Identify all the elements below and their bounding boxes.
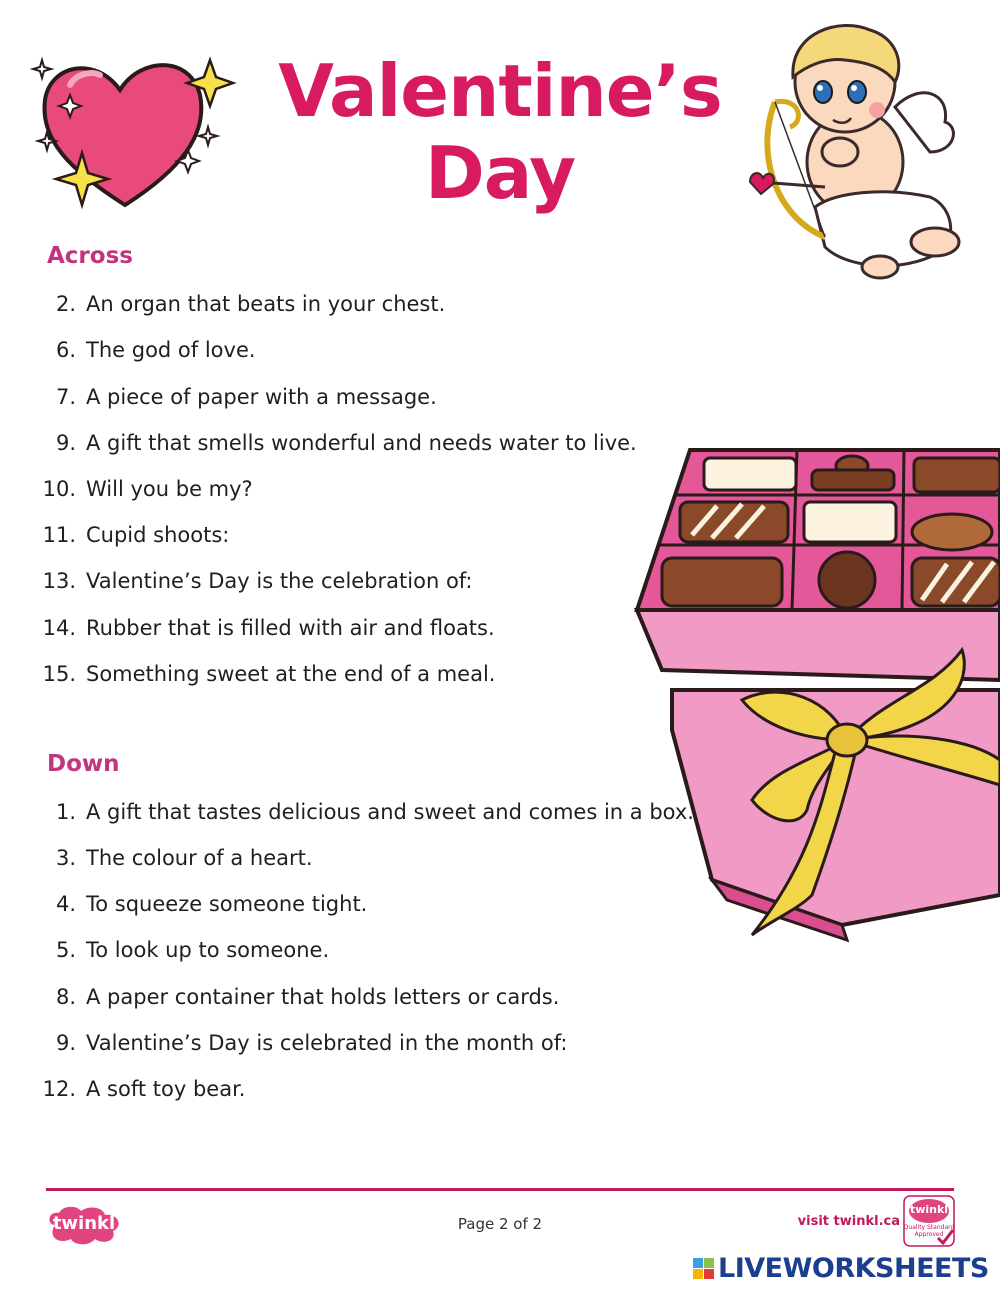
clue-text: A soft toy bear.	[86, 1077, 246, 1101]
clue-text: A gift that tastes delicious and sweet and comes in a box.	[86, 800, 694, 824]
clue-text: Something sweet at the end of a meal.	[86, 662, 496, 686]
clue-text: Rubber that is filled with air and floats.	[86, 616, 495, 640]
page-number: Page 2 of 2	[457, 1215, 543, 1233]
clue-text: Will you be my?	[86, 477, 253, 501]
clue-number: 9.	[55, 1031, 76, 1055]
heart-illustration	[30, 45, 245, 225]
across-clue-14	[40, 613, 495, 643]
clue-text: Cupid shoots:	[86, 523, 230, 547]
clue-text: A piece of paper with a message.	[86, 385, 437, 409]
page-title	[250, 50, 750, 214]
clue-text: Valentine’s Day is the celebration of:	[86, 569, 473, 593]
clue-number: 8.	[55, 985, 76, 1009]
liveworksheets-text: LIVEWORKSHEETS	[718, 1253, 989, 1284]
down-clue-9	[40, 1028, 567, 1058]
across-clue-13	[40, 566, 473, 596]
quality-badge	[902, 1194, 956, 1248]
clue-number: 9.	[55, 431, 76, 455]
clue-text: A paper container that holds letters or cards.	[86, 985, 560, 1009]
clue-text: To look up to someone.	[86, 938, 330, 962]
visit-link[interactable]: visit twinkl.ca	[797, 1214, 900, 1229]
down-clue-3	[40, 843, 313, 873]
across-heading: Across	[47, 243, 133, 269]
clue-number: 4.	[55, 892, 76, 916]
across-clue-11	[40, 520, 229, 550]
liveworksheets-blocks-icon	[692, 1252, 716, 1286]
clue-number: 11.	[42, 523, 76, 547]
clue-text: The colour of a heart.	[86, 846, 313, 870]
clue-text: To squeeze someone tight.	[86, 892, 368, 916]
badge-line-1: Quality Standard	[903, 1224, 955, 1231]
clue-number: 5.	[55, 938, 76, 962]
across-clue-2	[40, 289, 445, 319]
across-clue-15	[40, 659, 495, 689]
title-line-2: Day	[424, 131, 576, 215]
cupid-illustration	[745, 12, 975, 282]
across-clue-6	[40, 335, 256, 365]
clue-number: 1.	[55, 800, 76, 824]
clue-number: 15.	[42, 662, 76, 686]
footer-divider	[46, 1188, 954, 1191]
across-clue-10	[40, 474, 253, 504]
clue-number: 13.	[42, 569, 76, 593]
clue-number: 2.	[55, 292, 76, 316]
down-heading: Down	[47, 751, 120, 777]
badge-logo-text: twinkl	[909, 1203, 949, 1216]
clue-text: Valentine’s Day is celebrated in the month of:	[86, 1031, 568, 1055]
chocolate-box-illustration	[632, 440, 1000, 945]
clue-number: 12.	[42, 1077, 76, 1101]
across-clue-7	[40, 382, 437, 412]
clue-number: 10.	[42, 477, 76, 501]
across-clue-9	[40, 428, 637, 458]
clue-number: 7.	[55, 385, 76, 409]
clue-text: An organ that beats in your chest.	[86, 292, 446, 316]
down-clue-5	[40, 935, 329, 965]
title-line-1: Valentine’s	[278, 49, 722, 133]
clue-number: 14.	[42, 616, 76, 640]
down-clue-1	[40, 797, 694, 827]
clue-number: 3.	[55, 846, 76, 870]
twinkl-logo-text: twinkl	[52, 1213, 116, 1234]
twinkl-logo[interactable]	[45, 1205, 123, 1245]
down-clue-4	[40, 889, 367, 919]
clue-text: A gift that smells wonderful and needs water to live.	[86, 431, 637, 455]
down-clue-8	[40, 982, 559, 1012]
down-clue-12	[40, 1074, 245, 1104]
clue-number: 6.	[55, 338, 76, 362]
clue-text: The god of love.	[86, 338, 256, 362]
badge-line-2: Approved	[914, 1231, 944, 1238]
